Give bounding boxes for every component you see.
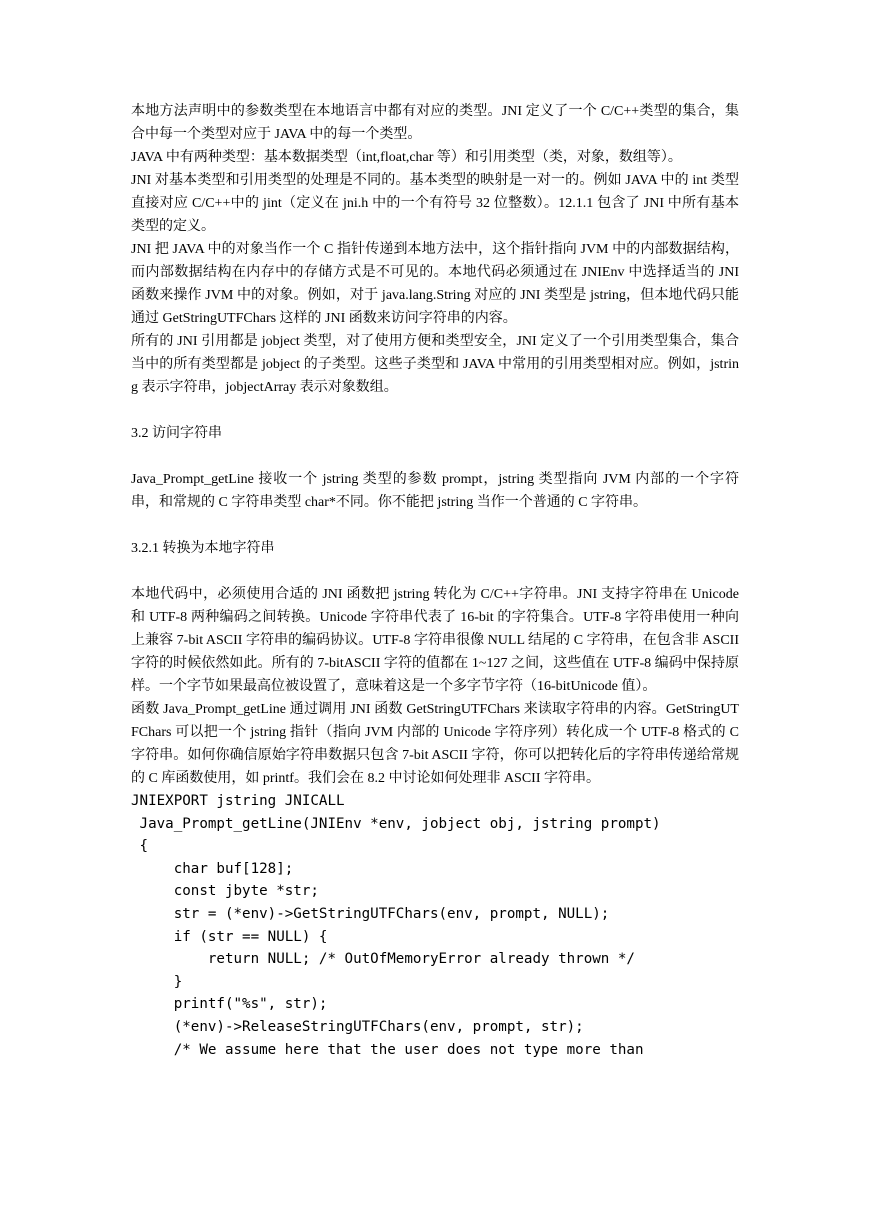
code-line: /* We assume here that the user does not type more than [131, 1041, 644, 1058]
document-page [131, 100, 739, 1061]
spacer [131, 445, 739, 468]
section-heading-3-2-1: 3.2.1 转换为本地字符串 [131, 541, 275, 556]
code-line: str = (*env)->GetStringUTFChars(env, prompt, NULL); [131, 905, 610, 922]
code-line: JNIEXPORT jstring JNICALL [131, 793, 345, 809]
code-line: Java_Prompt_getLine(JNIEnv *env, jobject obj, jstring prompt) [131, 815, 661, 832]
intro-paragraph: JNI 把 JAVA 中的对象当作一个 C 指针传递到本地方法中，这个指针指向 JVM 中的内部数据结构，而内部数据结构在内存中的存储方式是不可见的。本地代码必须通过在 JNIEnv 中选择适当的 JNI 函数来操作 JVM 中的对象。例如，对于 java.lang.String 对应的 JNI 类型是 jstring，但本地代码只能通过 GetStringUTFChars 这样的 JNI 函数来访问字符串的内容。 [131, 242, 739, 326]
intro-paragraph: 本地方法声明中的参数类型在本地语言中都有对应的类型。JNI 定义了一个 C/C++类型的集合，集合中每一个类型对应于 JAVA 中的每一个类型。 [131, 104, 739, 142]
intro-paragraph: JNI 对基本类型和引用类型的处理是不同的。基本类型的映射是一对一的。例如 JAVA 中的 int 类型直接对应 C/C++中的 jint（定义在 jni.h 中的一个有符号 32 位整数）。12.1.1 包含了 JNI 中所有基本类型的定义。 [131, 173, 739, 234]
section-heading-3-2: 3.2 访问字符串 [131, 426, 222, 441]
code-line: { [131, 838, 149, 855]
code-line: printf("%s", str); [131, 996, 328, 1013]
code-line: char buf[128]; [131, 860, 294, 877]
code-line: if (str == NULL) { [131, 928, 328, 945]
code-line: return NULL; /* OutOfMemoryError already thrown */ [131, 951, 635, 968]
intro-paragraph: 所有的 JNI 引用都是 jobject 类型，对了使用方便和类型安全，JNI 定义了一个引用类型集合，集合当中的所有类型都是 jobject 的子类型。这些子类型和 JAVA 中常用的引用类型相对应。例如，jstring 表示字符串，jobjectArray 表示对象数组。 [131, 334, 739, 395]
code-line: const jbyte *str; [131, 883, 319, 900]
code-line: (*env)->ReleaseStringUTFChars(env, prompt, str); [131, 1018, 584, 1035]
intro-paragraph: JAVA 中有两种类型：基本数据类型（int,float,char 等）和引用类型（类，对象，数组等）。 [131, 150, 682, 165]
code-block [131, 790, 739, 1061]
spacer [131, 560, 739, 583]
spacer [131, 399, 739, 422]
section-3-2-1-paragraph: 函数 Java_Prompt_getLine 通过调用 JNI 函数 GetStringUTFChars 来读取字符串的内容。GetStringUTFChars 可以把一个 jstring 指针（指向 JVM 内部的 Unicode 字符序列）转化成一个 UTF-8 格式的 C 字符串。如何你确信原始字符串数据只包含 7-bit ASCII 字符，你可以把转化后的字符串传递给常规的 C 库函数使用，如 printf。我们会在 8.2 中讨论如何处理非 ASCII 字符串。 [131, 702, 739, 786]
spacer [131, 514, 739, 537]
section-3-2-1-paragraph: 本地代码中，必须使用合适的 JNI 函数把 jstring 转化为 C/C++字符串。JNI 支持字符串在 Unicode 和 UTF-8 两种编码之间转换。Unicode 字符串代表了 16-bit 的字符集合。UTF-8 字符串使用一种向上兼容 7-bit ASCII 字符串的编码协议。UTF-8 字符串很像 NULL 结尾的 C 字符串，在包含非 ASCII 字符的时候依然如此。所有的 7-bitASCII 字符的值都在 1~127 之间，这些值在 UTF-8 编码中保持原样。一个字节如果最高位被设置了，意味着这是一个多字节字符（16-bitUnicode 值）。 [131, 587, 739, 694]
section-3-2-paragraph: Java_Prompt_getLine 接收一个 jstring 类型的参数 prompt，jstring 类型指向 JVM 内部的一个字符串，和常规的 C 字符串类型 char*不同。你不能把 jstring 当作一个普通的 C 字符串。 [131, 472, 739, 510]
code-line: } [131, 973, 183, 990]
